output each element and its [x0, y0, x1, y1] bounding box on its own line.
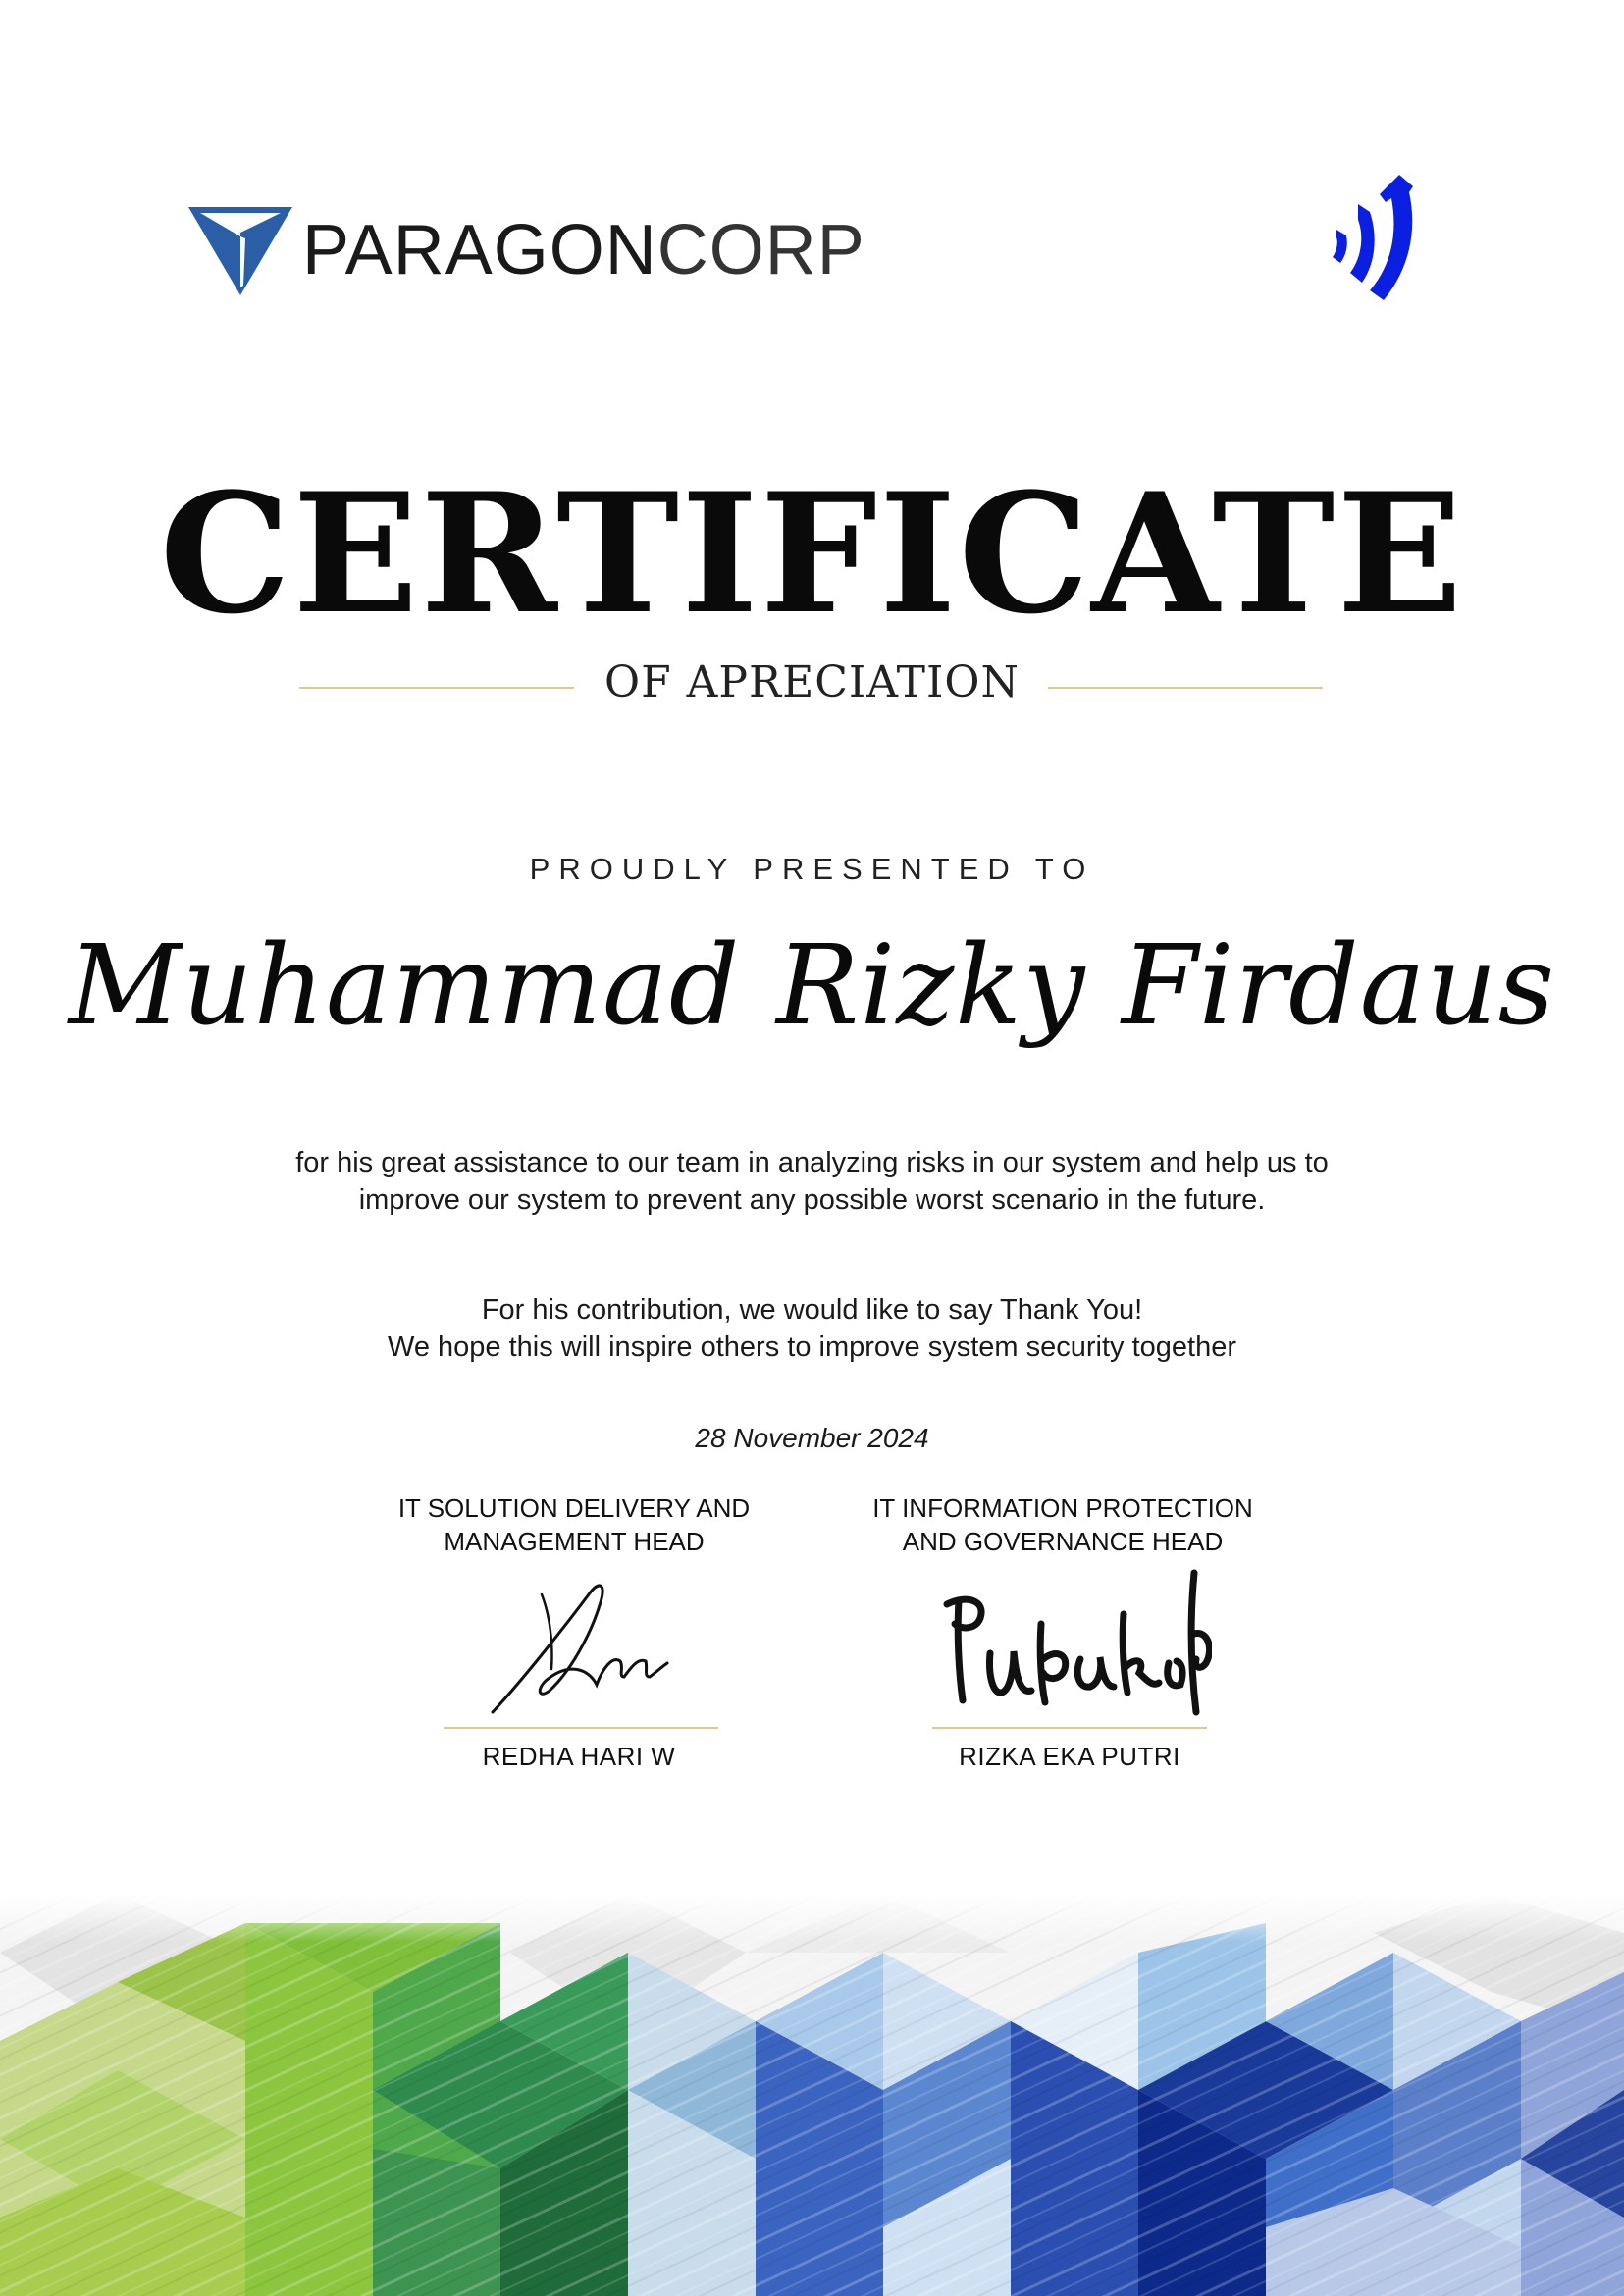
- signatory-1-title: [378, 1491, 770, 1558]
- signatory-1-title-line-2: MANAGEMENT HEAD: [444, 1527, 705, 1556]
- paragon-logo: [186, 196, 865, 304]
- signatory-1-title-line-1: IT SOLUTION DELIVERY AND: [397, 1493, 751, 1523]
- signature-1-line: [444, 1727, 718, 1729]
- recipient-name: Muhammad Rizky Firdaus: [68, 922, 1556, 1050]
- signature-2-line: [932, 1727, 1207, 1729]
- body-line-thank-you: For his contribution, we would like to say Thank You!: [481, 1294, 1143, 1326]
- paragon-triangle-logo-icon: [186, 203, 294, 297]
- body-line-inspire: We hope this will inspire others to improve system security together: [388, 1331, 1236, 1363]
- subtitle-row: [0, 657, 1624, 716]
- signatory-2-title-line-2: AND GOVERNANCE HEAD: [902, 1527, 1224, 1556]
- signatory-2-title: [852, 1491, 1274, 1558]
- brand-primary: PARAGON: [302, 211, 657, 289]
- signature-2-icon: [937, 1565, 1212, 1722]
- presented-label: PROUDLY PRESENTED TO: [529, 852, 1095, 886]
- certificate-title: CERTIFICATE: [159, 456, 1465, 651]
- brand-secondary: CORP: [656, 211, 865, 289]
- certificate-date: 28 November 2024: [695, 1423, 929, 1453]
- subtitle-right-divider: [1048, 687, 1323, 689]
- signature-1-icon: [481, 1575, 677, 1722]
- blue-signal-mark-icon: [1323, 169, 1421, 306]
- signatory-1-name: REDHA HARI W: [482, 1742, 676, 1771]
- right-logo: [1323, 169, 1421, 306]
- signatory-2-title-line-1: IT INFORMATION PROTECTION: [872, 1493, 1253, 1523]
- body-paragraph-2: [294, 1291, 1330, 1366]
- brand-name: [302, 211, 865, 289]
- footer-geometric-pattern: [0, 1894, 1624, 2296]
- signatory-2-name: RIZKA EKA PUTRI: [959, 1742, 1180, 1771]
- body-paragraph-1: for his great assistance to our team in analyzing risks in our system and help us to improve our system to prevent any possible worst scenario in the future.: [295, 1147, 1329, 1216]
- certificate-subtitle: OF APRECIATION: [604, 657, 1020, 707]
